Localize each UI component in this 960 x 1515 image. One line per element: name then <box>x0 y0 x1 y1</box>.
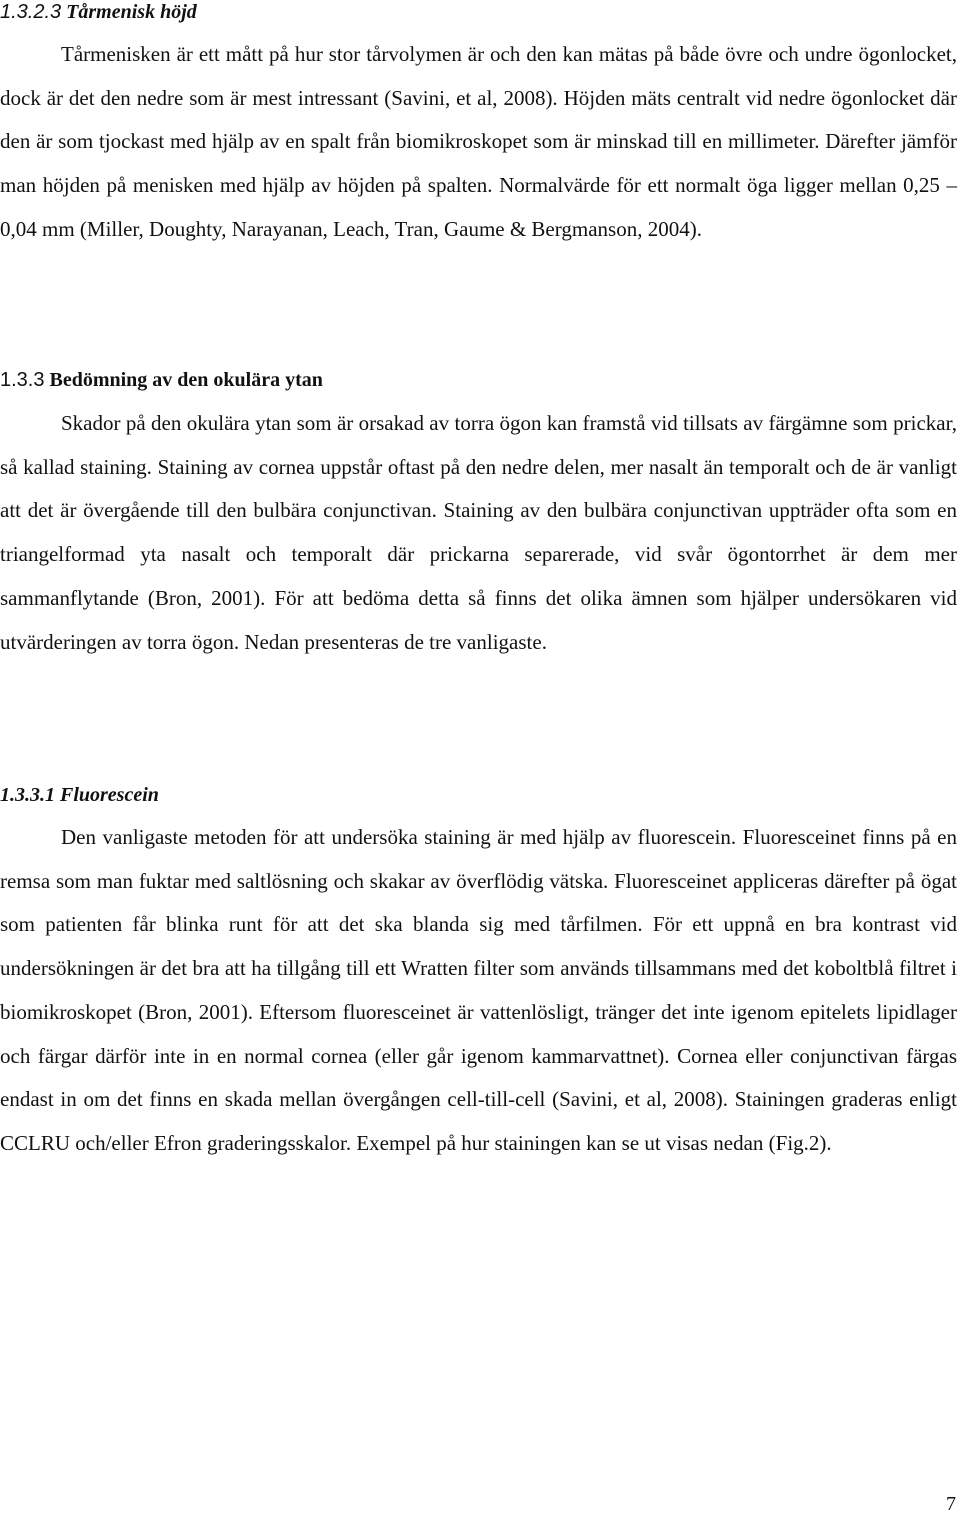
paragraph-bedomning: Skador på den okulära ytan som är orsakad av torra ögon kan framstå vid tillsats av färgämne som prickar, så kallad staining. Staining av cornea uppstår oftast på den nedre delen, mer nasalt än temporalt och de är vanligt att det är övergående till den bulbära conjunctivan. Staining av den bulbära conjunctivan uppträder ofta som en triangelformad yta nasalt och temporalt där prickarna separerade, vid svår ögontorrhet är dem mer sammanflytande (Bron, 2001). För att bedöma detta så finns det olika ämnen som hjälper undersökaren vid utvärderingen av torra ögon. Nedan presenteras de tre vanligaste. <box>0 411 957 654</box>
section-number: 1.3.3 <box>0 369 45 391</box>
section-number: 1.3.3.1 <box>0 784 55 806</box>
section-title: Bedömning av den okulära ytan <box>49 369 323 391</box>
page-number: 7 <box>946 1493 956 1515</box>
section-heading-fluorescein <box>0 783 159 807</box>
section-title: Fluorescein <box>60 784 159 806</box>
paragraph-fluorescein: Den vanligaste metoden för att undersöka staining är med hjälp av fluorescein. Fluoresceinet finns på en remsa som man fuktar med saltlösning och skakar av överflödig vätska. Fluoresceinet appliceras därefter på ögat som patienten får blinka runt för att det ska blanda sig med tårfilmen. För ett uppnå en bra kontrast vid undersökningen är det bra att ha tillgång till ett Wratten filter som används tillsammans med det koboltblå filtret i biomikroskopet (Bron, 2001). Eftersom fluoresceinet är vattenlösligt, tränger det inte igenom epitelets lipidlager och färgar därför inte in en normal cornea (eller går igenom kammarvattnet). Cornea eller conjunctivan färgas endast in om det finns en skada mellan övergången cell-till-cell (Savini, et al, 2008). Stainingen graderas enligt CCLRU och/eller Efron graderingsskalor. Exempel på hur stainingen kan se ut visas nedan (Fig.2). <box>0 825 957 1155</box>
section-heading-tarmenisk-hojd <box>0 0 197 24</box>
section-title: Tårmenisk höjd <box>66 1 197 23</box>
section-number: 1.3.2.3 <box>0 1 62 23</box>
paragraph-tarmenisk-hojd: Tårmenisken är ett mått på hur stor tårvolymen är och den kan mätas på både övre och undre ögonlocket, dock är det den nedre som är mest intressant (Savini, et al, 2008). Höjden mäts centralt vid nedre ögonlocket där den är som tjockast med hjälp av en spalt från biomikroskopet som är minskad till en millimeter. Därefter jämför man höjden på menisken med hjälp av höjden på spalten. Normalvärde för ett normalt öga ligger mellan 0,25 – 0,04 mm (Miller, Doughty, Narayanan, Leach, Tran, Gaume & Bergmanson, 2004). <box>0 42 957 241</box>
section-heading-bedomning <box>0 368 323 392</box>
